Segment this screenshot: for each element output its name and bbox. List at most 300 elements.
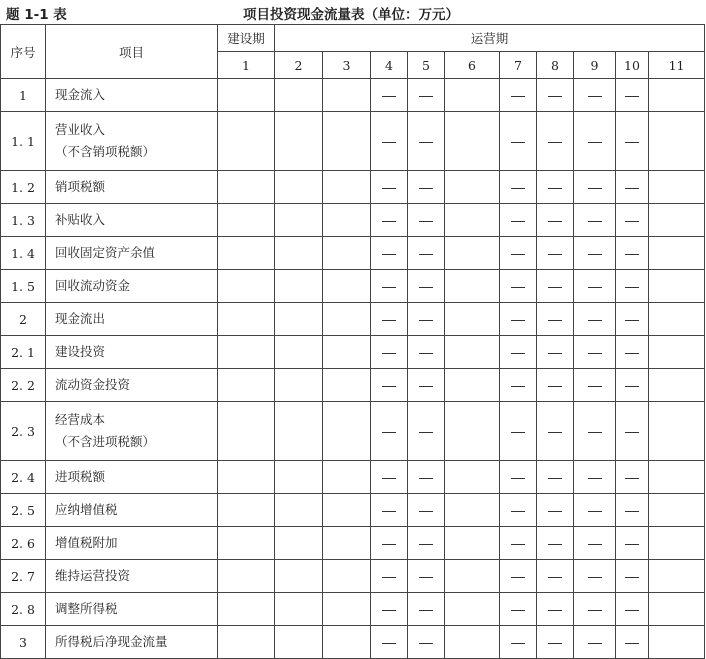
- dash-mark: [382, 320, 396, 321]
- dash-mark: [382, 221, 396, 222]
- dash-mark: [382, 610, 396, 611]
- year-cell: [218, 461, 275, 494]
- row-seq: 2. 4: [1, 461, 46, 494]
- year-cell: [218, 593, 275, 626]
- year-cell: [445, 270, 500, 303]
- year-cell: [275, 112, 323, 171]
- dash-mark: [511, 577, 525, 578]
- year-cell: [275, 494, 323, 527]
- year-cell: [500, 369, 537, 402]
- year-cell: [218, 303, 275, 336]
- dash-mark: [588, 577, 602, 578]
- year-cell: [408, 204, 445, 237]
- table-row: [1, 204, 705, 237]
- year-cell: [371, 369, 408, 402]
- year-cell: [275, 336, 323, 369]
- dash-mark: [588, 353, 602, 354]
- dash-mark: [419, 96, 433, 97]
- row-seq: 3: [1, 626, 46, 659]
- table-row: [1, 336, 705, 369]
- year-cell: [445, 204, 500, 237]
- year-cell: [500, 626, 537, 659]
- dash-mark: [419, 610, 433, 611]
- dash-mark: [588, 254, 602, 255]
- year-cell: [218, 237, 275, 270]
- year-cell: [616, 112, 649, 171]
- row-seq: 2. 2: [1, 369, 46, 402]
- row-seq: 2. 8: [1, 593, 46, 626]
- row-item: [46, 626, 218, 659]
- row-item: [46, 270, 218, 303]
- year-cell: [218, 171, 275, 204]
- row-item: [46, 79, 218, 112]
- row-item: [46, 204, 218, 237]
- dash-mark: [625, 478, 639, 479]
- year-cell: [275, 237, 323, 270]
- year-cell: [445, 303, 500, 336]
- year-cell: [408, 494, 445, 527]
- year-cell: [445, 112, 500, 171]
- year-cell: [616, 204, 649, 237]
- year-cell: [537, 593, 574, 626]
- year-cell: [537, 560, 574, 593]
- year-cell: [371, 237, 408, 270]
- dash-mark: [511, 188, 525, 189]
- year-header: 5: [408, 52, 445, 79]
- year-cell: [323, 171, 371, 204]
- dash-mark: [382, 142, 396, 143]
- year-cell: [371, 494, 408, 527]
- row-seq: 2. 5: [1, 494, 46, 527]
- year-cell: [371, 112, 408, 171]
- dash-mark: [588, 643, 602, 644]
- dash-mark: [419, 432, 433, 433]
- year-cell: [649, 171, 705, 204]
- year-cell: [616, 270, 649, 303]
- row-seq: 2. 3: [1, 402, 46, 461]
- year-cell: [275, 560, 323, 593]
- year-cell: [537, 527, 574, 560]
- year-cell: [649, 494, 705, 527]
- row-item: [46, 171, 218, 204]
- row-seq: 1. 2: [1, 171, 46, 204]
- year-cell: [445, 237, 500, 270]
- year-cell: [323, 527, 371, 560]
- dash-mark: [382, 544, 396, 545]
- year-cell: [574, 494, 616, 527]
- dash-mark: [625, 96, 639, 97]
- year-cell: [275, 171, 323, 204]
- row-item-label: 所得税后净现金流量: [55, 634, 168, 649]
- year-cell: [445, 527, 500, 560]
- year-cell: [537, 270, 574, 303]
- year-cell: [275, 270, 323, 303]
- year-cell: [445, 560, 500, 593]
- year-cell: [616, 79, 649, 112]
- dash-mark: [625, 287, 639, 288]
- dash-mark: [511, 478, 525, 479]
- year-cell: [537, 626, 574, 659]
- dash-mark: [419, 221, 433, 222]
- year-cell: [275, 461, 323, 494]
- row-item: [46, 336, 218, 369]
- year-cell: [500, 527, 537, 560]
- year-cell: [649, 593, 705, 626]
- row-item: [46, 560, 218, 593]
- year-cell: [500, 303, 537, 336]
- year-cell: [616, 527, 649, 560]
- year-cell: [371, 270, 408, 303]
- year-cell: [574, 527, 616, 560]
- year-cell: [275, 527, 323, 560]
- dash-mark: [625, 320, 639, 321]
- year-cell: [616, 461, 649, 494]
- year-cell: [445, 79, 500, 112]
- dash-mark: [382, 287, 396, 288]
- year-cell: [408, 79, 445, 112]
- dash-mark: [588, 188, 602, 189]
- row-item-label: 进项税额: [55, 469, 106, 484]
- year-cell: [500, 270, 537, 303]
- year-cell: [649, 237, 705, 270]
- year-header: 7: [500, 52, 537, 79]
- year-cell: [616, 336, 649, 369]
- year-cell: [574, 626, 616, 659]
- dash-mark: [419, 478, 433, 479]
- year-cell: [500, 204, 537, 237]
- year-cell: [323, 303, 371, 336]
- year-cell: [408, 112, 445, 171]
- year-cell: [218, 112, 275, 171]
- year-cell: [323, 494, 371, 527]
- year-cell: [275, 369, 323, 402]
- dash-mark: [548, 320, 562, 321]
- dash-mark: [419, 577, 433, 578]
- year-cell: [371, 303, 408, 336]
- year-cell: [323, 560, 371, 593]
- year-cell: [500, 560, 537, 593]
- row-item-label: 经营成本: [55, 412, 106, 427]
- year-cell: [574, 112, 616, 171]
- dash-mark: [511, 142, 525, 143]
- dash-mark: [511, 287, 525, 288]
- year-cell: [408, 560, 445, 593]
- row-item: [46, 369, 218, 402]
- year-cell: [574, 204, 616, 237]
- year-cell: [275, 402, 323, 461]
- year-cell: [445, 402, 500, 461]
- year-cell: [649, 626, 705, 659]
- row-item-label: 回收流动资金: [55, 278, 131, 293]
- dash-mark: [588, 142, 602, 143]
- dash-mark: [511, 511, 525, 512]
- year-cell: [408, 270, 445, 303]
- table-row: [1, 402, 705, 461]
- year-header: 9: [574, 52, 616, 79]
- year-cell: [574, 336, 616, 369]
- year-cell: [574, 79, 616, 112]
- table-row: [1, 593, 705, 626]
- dash-mark: [588, 386, 602, 387]
- year-cell: [574, 270, 616, 303]
- table-row: [1, 461, 705, 494]
- year-cell: [275, 593, 323, 626]
- dash-mark: [511, 96, 525, 97]
- table-row: [1, 369, 705, 402]
- row-item-label: 现金流出: [55, 311, 106, 326]
- year-cell: [616, 593, 649, 626]
- year-cell: [408, 336, 445, 369]
- cash-flow-table: [0, 24, 705, 659]
- year-cell: [218, 79, 275, 112]
- year-cell: [445, 461, 500, 494]
- year-cell: [574, 593, 616, 626]
- dash-mark: [419, 511, 433, 512]
- dash-mark: [588, 287, 602, 288]
- year-cell: [323, 79, 371, 112]
- year-cell: [323, 369, 371, 402]
- dash-mark: [548, 643, 562, 644]
- row-item-label: 补贴收入: [55, 212, 106, 227]
- dash-mark: [419, 643, 433, 644]
- year-cell: [218, 560, 275, 593]
- year-cell: [649, 527, 705, 560]
- year-cell: [445, 593, 500, 626]
- year-cell: [408, 527, 445, 560]
- year-cell: [371, 461, 408, 494]
- dash-mark: [382, 386, 396, 387]
- year-cell: [649, 461, 705, 494]
- year-cell: [408, 593, 445, 626]
- year-header: 3: [323, 52, 371, 79]
- row-item-label: 现金流入: [55, 87, 106, 102]
- dash-mark: [588, 221, 602, 222]
- year-cell: [218, 270, 275, 303]
- table-row: [1, 171, 705, 204]
- row-item-label: 营业收入: [55, 122, 106, 137]
- year-cell: [574, 303, 616, 336]
- dash-mark: [548, 610, 562, 611]
- year-cell: [445, 626, 500, 659]
- dash-mark: [625, 544, 639, 545]
- dash-mark: [588, 96, 602, 97]
- year-cell: [218, 626, 275, 659]
- year-cell: [323, 112, 371, 171]
- dash-mark: [548, 188, 562, 189]
- year-cell: [445, 336, 500, 369]
- year-cell: [616, 626, 649, 659]
- year-cell: [537, 112, 574, 171]
- row-item: [46, 494, 218, 527]
- table-row: [1, 560, 705, 593]
- dash-mark: [588, 511, 602, 512]
- dash-mark: [382, 188, 396, 189]
- row-item-label: 应纳增值税: [55, 502, 118, 517]
- year-cell: [537, 237, 574, 270]
- year-cell: [649, 204, 705, 237]
- dash-mark: [419, 254, 433, 255]
- row-seq: 2. 1: [1, 336, 46, 369]
- year-cell: [616, 237, 649, 270]
- year-cell: [649, 369, 705, 402]
- year-cell: [371, 626, 408, 659]
- dash-mark: [588, 432, 602, 433]
- dash-mark: [511, 610, 525, 611]
- dash-mark: [625, 511, 639, 512]
- year-cell: [500, 494, 537, 527]
- year-cell: [537, 336, 574, 369]
- year-header: 8: [537, 52, 574, 79]
- dash-mark: [548, 478, 562, 479]
- row-item-label: 增值税附加: [55, 535, 118, 550]
- dash-mark: [419, 544, 433, 545]
- year-cell: [574, 369, 616, 402]
- dash-mark: [419, 142, 433, 143]
- year-cell: [408, 303, 445, 336]
- year-header: 11: [649, 52, 705, 79]
- year-cell: [408, 369, 445, 402]
- year-cell: [616, 402, 649, 461]
- row-seq: 1. 1: [1, 112, 46, 171]
- dash-mark: [588, 320, 602, 321]
- row-item: [46, 527, 218, 560]
- table-row: [1, 112, 705, 171]
- dash-mark: [511, 643, 525, 644]
- year-cell: [218, 369, 275, 402]
- year-cell: [574, 461, 616, 494]
- row-item-label: 流动资金投资: [55, 377, 131, 392]
- dash-mark: [419, 353, 433, 354]
- year-cell: [500, 336, 537, 369]
- year-cell: [574, 560, 616, 593]
- year-cell: [574, 402, 616, 461]
- row-seq: 1: [1, 79, 46, 112]
- table-row: [1, 626, 705, 659]
- row-item: [46, 237, 218, 270]
- year-cell: [371, 560, 408, 593]
- year-cell: [500, 171, 537, 204]
- row-seq: 2: [1, 303, 46, 336]
- year-cell: [649, 79, 705, 112]
- year-cell: [371, 336, 408, 369]
- dash-mark: [511, 544, 525, 545]
- year-cell: [218, 336, 275, 369]
- year-cell: [275, 204, 323, 237]
- year-cell: [408, 461, 445, 494]
- year-cell: [537, 369, 574, 402]
- year-cell: [371, 171, 408, 204]
- dash-mark: [511, 353, 525, 354]
- year-cell: [537, 402, 574, 461]
- year-cell: [323, 270, 371, 303]
- year-cell: [408, 626, 445, 659]
- year-cell: [649, 560, 705, 593]
- col-header-operation: 运营期: [275, 25, 705, 52]
- year-cell: [218, 527, 275, 560]
- year-cell: [537, 461, 574, 494]
- dash-mark: [548, 254, 562, 255]
- table-number-label: 题 1-1 表: [6, 7, 67, 23]
- row-item: [46, 402, 218, 461]
- year-cell: [649, 112, 705, 171]
- dash-mark: [382, 478, 396, 479]
- col-header-seq: 序号: [1, 25, 46, 79]
- dash-mark: [382, 353, 396, 354]
- row-seq: 2. 7: [1, 560, 46, 593]
- year-cell: [649, 270, 705, 303]
- year-cell: [371, 79, 408, 112]
- year-header: 2: [275, 52, 323, 79]
- dash-mark: [548, 142, 562, 143]
- year-cell: [275, 79, 323, 112]
- col-header-item: 项目: [46, 25, 218, 79]
- year-cell: [323, 461, 371, 494]
- year-cell: [323, 593, 371, 626]
- year-cell: [500, 593, 537, 626]
- dash-mark: [419, 320, 433, 321]
- dash-mark: [382, 643, 396, 644]
- year-cell: [445, 171, 500, 204]
- year-cell: [445, 494, 500, 527]
- table-title: 项目投资现金流量表（单位：万元）: [243, 7, 459, 23]
- dash-mark: [625, 386, 639, 387]
- year-cell: [408, 402, 445, 461]
- row-item-label: 建设投资: [55, 344, 106, 359]
- year-cell: [323, 402, 371, 461]
- dash-mark: [548, 287, 562, 288]
- year-cell: [275, 303, 323, 336]
- year-cell: [649, 303, 705, 336]
- row-item: [46, 112, 218, 171]
- row-seq: 1. 3: [1, 204, 46, 237]
- year-header: 1: [218, 52, 275, 79]
- row-item-label: 调整所得税: [55, 601, 118, 616]
- year-cell: [537, 171, 574, 204]
- year-cell: [408, 237, 445, 270]
- dash-mark: [382, 511, 396, 512]
- header-row-1: [1, 25, 705, 52]
- row-seq: 1. 4: [1, 237, 46, 270]
- dash-mark: [548, 96, 562, 97]
- dash-mark: [548, 432, 562, 433]
- year-cell: [218, 204, 275, 237]
- dash-mark: [511, 432, 525, 433]
- dash-mark: [382, 432, 396, 433]
- table-row: [1, 527, 705, 560]
- row-item: [46, 303, 218, 336]
- table-row: [1, 79, 705, 112]
- year-cell: [616, 369, 649, 402]
- row-item-note: （不含销项税额）: [55, 144, 156, 159]
- dash-mark: [625, 353, 639, 354]
- year-cell: [537, 204, 574, 237]
- year-cell: [371, 527, 408, 560]
- year-cell: [275, 626, 323, 659]
- dash-mark: [419, 287, 433, 288]
- dash-mark: [511, 386, 525, 387]
- table-row: [1, 494, 705, 527]
- dash-mark: [625, 254, 639, 255]
- year-header: 6: [445, 52, 500, 79]
- dash-mark: [511, 320, 525, 321]
- year-cell: [537, 303, 574, 336]
- year-cell: [616, 171, 649, 204]
- year-cell: [218, 494, 275, 527]
- row-seq: 2. 6: [1, 527, 46, 560]
- dash-mark: [382, 254, 396, 255]
- row-item: [46, 461, 218, 494]
- year-cell: [574, 237, 616, 270]
